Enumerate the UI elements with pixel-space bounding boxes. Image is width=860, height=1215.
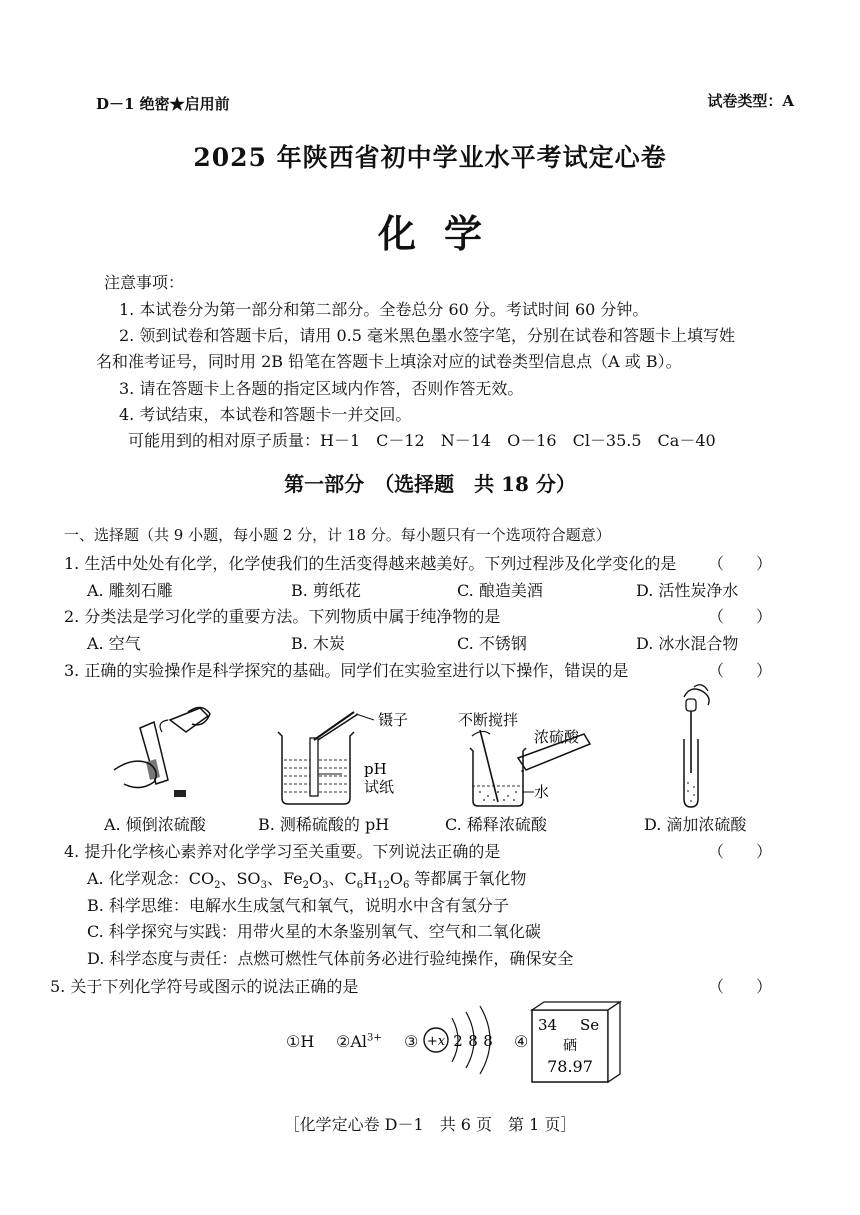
q2-answer-paren: （ ） [708, 607, 773, 626]
header-left: D－1 绝密★启用前 [96, 95, 230, 113]
q1-option-d: D. 活性炭净水 [636, 581, 739, 600]
label-test-paper: 试纸 [364, 778, 395, 796]
q5-symbol-2: $②Al^{3+}$ [336, 1032, 382, 1051]
q3-caption-c: C. 稀释浓硫酸 [445, 815, 547, 834]
q3-answer-paren: （ ） [708, 661, 773, 680]
q4-option-b: B. 科学思维：电解水生成氢气和氧气，说明水中含有氢分子 [87, 896, 509, 915]
q2-option-c: C. 不锈钢 [457, 634, 527, 653]
q4-answer-paren: （ ） [708, 842, 773, 861]
q1-option-c: C. 酿造美酒 [457, 581, 543, 600]
label-water: 水 [534, 783, 550, 801]
q5-answer-paren: （ ） [708, 977, 773, 996]
label-ph: pH [364, 760, 387, 778]
element-card-selenium [530, 1000, 624, 1086]
q2-option-d: D. 冰水混合物 [636, 634, 739, 653]
notes-title: 注意事项： [104, 273, 185, 292]
q3-caption-d: D. 滴加浓硫酸 [644, 815, 747, 834]
element-symbol: Se [580, 1016, 600, 1034]
exam-title: 2025 年陕西省初中学业水平考试定心卷 [193, 143, 667, 172]
atomic-mass: 可能用到的相对原子质量：H－1 C－12 N－14 O－16 Cl－35.5 Ca－40 [128, 431, 716, 450]
q4-option-c: C. 科学探究与实践：用带火星的木条鉴别氧气、空气和二氧化碳 [87, 922, 541, 941]
q5-symbol-1: ①H [286, 1032, 315, 1051]
note-2: 2. 领到试卷和答题卡后，请用 0.5 毫米黑色墨水签字笔，分别在试卷和答题卡上填写姓 [119, 326, 735, 345]
atom-structure-diagram [422, 1000, 498, 1080]
shell-1-electrons: 2 [453, 1032, 463, 1050]
label-stir: 不断搅拌 [458, 712, 519, 729]
q4-stem: 4. 提升化学核心素养对化学学习至关重要。下列说法正确的是 [64, 842, 501, 861]
label-tweezers: 镊子 [378, 711, 409, 729]
q2-option-a: A. 空气 [87, 634, 141, 653]
q3-caption-b: B. 测稀硫酸的 pH [258, 815, 390, 834]
element-mass: 78.97 [547, 1057, 593, 1076]
shell-3-electrons: 8 [483, 1032, 493, 1050]
element-name: 硒 [563, 1038, 577, 1054]
q2-option-b: B. 木炭 [291, 634, 345, 653]
q2-stem: 2. 分类法是学习化学的重要方法。下列物质中属于纯净物的是 [64, 607, 501, 626]
q5-symbol-4: ④ [514, 1032, 529, 1051]
subject-title: 化学 [377, 211, 510, 256]
q4-option-d: D. 科学态度与责任：点燃可燃性气体前务必进行验纯操作，确保安全 [87, 949, 574, 968]
q5-stem: 5. 关于下列化学符号或图示的说法正确的是 [50, 977, 359, 996]
note-2-cont: 名和准考证号，同时用 2B 铅笔在答题卡上填涂对应的试卷类型信息点（A 或 B）。 [96, 352, 682, 371]
q4-option-a: A. 化学观念：$CO_2$、$SO_3$、$Fe_2O_3$、$C_6H_{12}O_6$ 等都属于氧化物 [87, 869, 527, 892]
figure-c-dilution [458, 712, 608, 812]
note-1: 1. 本试卷分为第一部分和第二部分。全卷总分 60 分。考试时间 60 分钟。 [119, 300, 649, 319]
q1-option-b: B. 剪纸花 [291, 581, 361, 600]
q1-option-a: A. 雕刻石雕 [87, 581, 173, 600]
q3-caption-a: A. 倾倒浓硫酸 [104, 815, 206, 834]
q5-symbol-3: ③ [404, 1032, 419, 1051]
section-instructions: 一、选择题（共 9 小题，每小题 2 分，计 18 分。每小题只有一个选项符合题意） [64, 526, 611, 544]
label-conc-acid: 浓硫酸 [534, 728, 580, 746]
paper-type: 试卷类型：A [707, 92, 794, 110]
part1-title: 第一部分 （选择题 共 18 分） [284, 472, 576, 496]
shell-2-electrons: 8 [468, 1032, 478, 1050]
figure-b-ph-test [270, 708, 420, 812]
q1-stem: 1. 生活中处处有化学，化学使我们的生活变得越来越美好。下列过程涉及化学变化的是 [64, 554, 677, 573]
q3-stem: 3. 正确的实验操作是科学探究的基础。同学们在实验室进行以下操作，错误的是 [64, 661, 629, 680]
page-footer: ［化学定心卷 D－1 共 6 页 第 1 页］ [283, 1115, 577, 1134]
figure-a-pouring [100, 698, 230, 808]
q1-answer-paren: （ ） [708, 554, 773, 573]
element-number: 34 [538, 1016, 558, 1034]
note-3: 3. 请在答题卡上各题的指定区域内作答，否则作答无效。 [119, 379, 524, 398]
figure-d-dropping [670, 683, 730, 811]
nucleus-charge: +x [426, 1034, 446, 1049]
note-4: 4. 考试结束，本试卷和答题卡一并交回。 [119, 405, 412, 424]
